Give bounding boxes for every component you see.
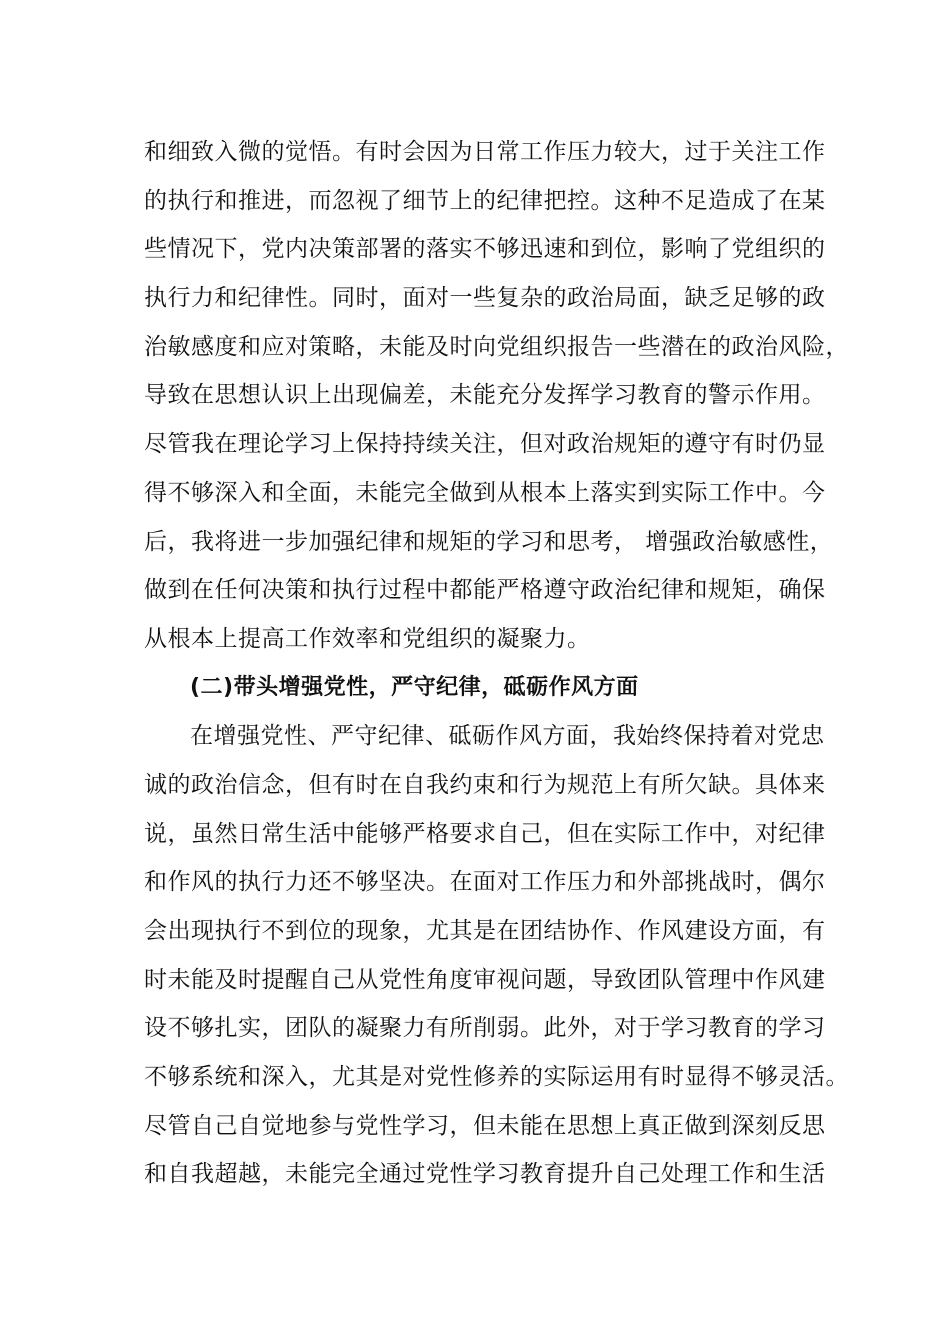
text-line: 执行力和纪律性。同时，面对一些复杂的政治局面，缺乏足够的政 [144, 285, 826, 312]
text-line: 和作风的执行力还不够坚决。在面对工作压力和外部挑战时，偶尔 [144, 869, 826, 896]
text-line: 尽管我在理论学习上保持持续关注，但对政治规矩的遵守有时仍显 [144, 431, 826, 458]
text-line: 和自我超越，未能完全通过党性学习教育提升自己处理工作和生活 [144, 1161, 826, 1188]
text-line: 做到在任何决策和执行过程中都能严格遵守政治纪律和规矩，确保 [144, 577, 826, 604]
text-line: 从根本上提高工作效率和党组织的凝聚力。 [144, 625, 591, 652]
document-body [144, 128, 849, 1199]
text-line: 会出现执行不到位的现象，尤其是在团结协作、作风建设方面，有 [144, 918, 826, 944]
text-line: 治敏感度和应对策略，未能及时向党组织报告一些潜在的政治风险， [144, 333, 849, 360]
paragraph-2 [144, 712, 849, 1199]
text-line: 后，我将进一步加强纪律和规矩的学习和思考， 增强政治敏感性， [144, 528, 834, 555]
text-line: 导致在思想认识上出现偏差，未能充分发挥学习教育的警示作用。 [144, 382, 826, 409]
text-line: 时未能及时提醒自己从党性角度审视问题，导致团队管理中作风建 [144, 966, 826, 993]
text-line: 说，虽然日常生活中能够严格要求自己，但在实际工作中，对纪律 [144, 820, 826, 847]
text-line: 尽管自己自觉地参与党性学习，但未能在思想上真正做到深刻反思 [144, 1112, 826, 1139]
section-heading: (二)带头增强党性，严守纪律，砥砺作风方面 [190, 674, 639, 700]
paragraph-1 [144, 128, 849, 664]
text-line: 诚的政治信念，但有时在自我约束和行为规范上有所欠缺。具体来 [144, 771, 826, 798]
text-line: 设不够扎实，团队的凝聚力有所削弱。此外，对于学习教育的学习 [144, 1015, 826, 1042]
text-line: 得不够深入和全面，未能完全做到从根本上落实到实际工作中。今 [144, 479, 826, 506]
text-line: 在增强党性、严守纪律、砥砺作风方面，我始终保持着对党忠 [190, 723, 825, 750]
text-line: 和细致入微的觉悟。有时会因为日常工作压力较大，过于关注工作 [144, 139, 826, 165]
text-line: 些情况下，党内决策部署的落实不够迅速和到位，影响了党组织的 [144, 236, 826, 263]
text-line: 的执行和推进，而忽视了细节上的纪律把控。这种不足造成了在某 [144, 187, 826, 214]
text-line: 不够系统和深入，尤其是对党性修养的实际运用有时显得不够灵活。 [144, 1064, 849, 1091]
